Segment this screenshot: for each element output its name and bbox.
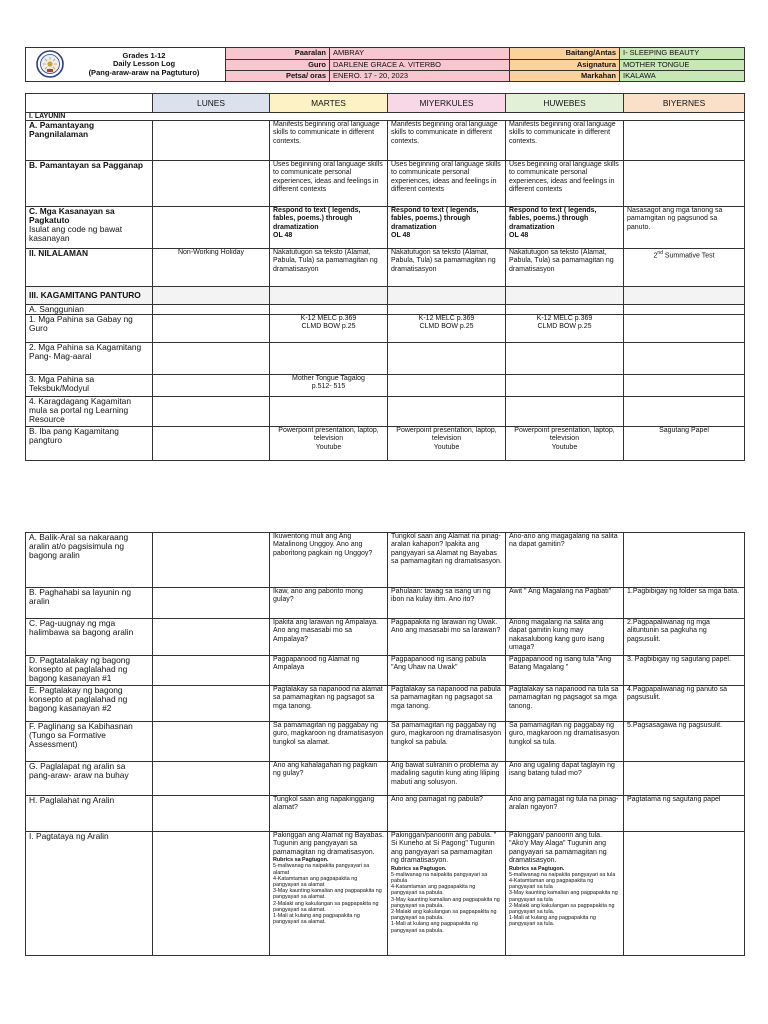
empty-cell bbox=[624, 121, 745, 161]
petsa-value: ENERO. 17 - 20, 2023 bbox=[330, 71, 510, 82]
gabay-label: 1. Mga Pahina sa Gabay ng Guro bbox=[26, 315, 153, 343]
pamantayang-martes: Manifests beginning oral language skills to communicate in different contexts. bbox=[270, 121, 388, 161]
iba-materials: Powerpoint presentation, laptop, television bbox=[514, 427, 615, 443]
pagtatalakay-1-biyernes: 3. Pagbibigay ng sagutang papel. bbox=[624, 656, 745, 686]
guro-value: DARLENE GRACE A. VITERBO bbox=[330, 60, 510, 71]
paglinang-biyernes: 5.Pagsasagawa ng pagsusulit. bbox=[624, 722, 745, 762]
iba-biyernes: Sagutang Papel bbox=[624, 427, 745, 461]
paghahabi-miyerkules: Pahulaan: tawag sa isang uri ng ibon na kulay itim. Ano ito? bbox=[388, 588, 506, 619]
empty-cell bbox=[153, 722, 270, 762]
kasanayan-text: Respond to text ( legends, fables, poems.) through dramatization bbox=[273, 207, 361, 231]
pamantayang-pangnilalaman-label: A. Pamantayang Pangnilalaman bbox=[26, 121, 153, 161]
nilalaman-huwebes: Nakatutugon sa teksto (Alamat, Pabula, Tula) sa pamamagitan ng dramatisasyon bbox=[506, 249, 624, 287]
iba-huwebes bbox=[506, 427, 624, 461]
empty-cell bbox=[270, 305, 388, 315]
kasanayan-biyernes: Nasasagot ang mga tanong sa pamamgitan ng pagsunod sa panuto. bbox=[624, 207, 745, 249]
paglalahat-label: H. Paglalahat ng Aralin bbox=[26, 796, 153, 832]
empty-cell bbox=[153, 588, 270, 619]
empty-cell bbox=[153, 656, 270, 686]
iba-youtube: Youtube bbox=[433, 443, 460, 451]
day-martes: MARTES bbox=[270, 94, 388, 113]
paglalahat-miyerkules: Ano ang pamagat ng pabula? bbox=[388, 796, 506, 832]
kasanayan-huwebes bbox=[506, 207, 624, 249]
asignatura-label: Asignatura bbox=[510, 60, 620, 71]
paglalapat-miyerkules: Ang bawat suliranin o problema ay madaling sagutin kung ating liliping mabuti ang solusyon. bbox=[388, 762, 506, 796]
empty-cell bbox=[153, 832, 270, 956]
nilalaman-biyernes bbox=[624, 249, 745, 287]
pagtataya-martes bbox=[270, 832, 388, 956]
empty-cell bbox=[153, 686, 270, 722]
empty-cell bbox=[153, 397, 270, 427]
pamantayan-pagganap-label: B. Pamantayan sa Pagganap bbox=[26, 161, 153, 207]
teksbuk-martes bbox=[270, 375, 388, 397]
teksbuk-label: 3. Mga Pahina sa Teksbuk/Modyul bbox=[26, 375, 153, 397]
asignatura-value: MOTHER TONGUE bbox=[620, 60, 745, 71]
empty-cell bbox=[624, 832, 745, 956]
iba-label: B. Iba pang Kagamitang pangturo bbox=[26, 427, 153, 461]
balik-aral-martes: Ikuwentong muli ang Ang Matalinong Unggoy. Ano ang paboritong pagkain ng Unggoy? bbox=[270, 533, 388, 588]
pagtalakay-2-miyerkules: Pagtalakay sa napanood na pabula sa pamamagitan ng pagsagot sa mga tanong. bbox=[388, 686, 506, 722]
empty-cell bbox=[270, 397, 388, 427]
empty-cell bbox=[506, 397, 624, 427]
petsa-label: Petsa/ oras bbox=[226, 71, 330, 82]
rubric-item: 4-Katamtaman ang pagpapakita ng pangyayari sa alamat bbox=[273, 875, 358, 889]
paglalapat-huwebes: Ano ang ugaling dapat taglayin ng isang batang tulad mo? bbox=[506, 762, 624, 796]
gabay-martes bbox=[270, 315, 388, 343]
title-line1: Grades 1-12 bbox=[122, 50, 166, 60]
gabay-huwebes bbox=[506, 315, 624, 343]
empty-cell bbox=[153, 287, 270, 305]
day-huwebes: HUWEBES bbox=[506, 94, 624, 113]
kasanayan-text: Respond to text ( legends, fables, poems.) through dramatization bbox=[509, 207, 597, 231]
pagtataya-label: I. Pagtataya ng Aralin bbox=[26, 832, 153, 956]
pagtatalakay-1-label: D. Pagtatalakay ng bagong konsepto at paglalahad ng bagong kasanayan #1 bbox=[26, 656, 153, 686]
teksbuk-pages: p.512- 515 bbox=[311, 383, 346, 391]
rubric-item: 3-May kaunting kamalian ang pagpapakita ng pangyayari sa alamat. bbox=[273, 888, 382, 901]
pagtalakay-2-label: E. Pagtalakay ng bagong konsepto at paglalahad ng bagong kasanayan #2 bbox=[26, 686, 153, 722]
rubric-item: 2-Malaki ang kakulangan sa pagpapakita ng pangyayari sa alamat. bbox=[273, 900, 379, 913]
rubric-item: 4-Katamtaman ang pagpapakita ng pangyayari sa pabula. bbox=[391, 884, 476, 897]
pagganap-martes: Uses beginning oral language skills to communicate personal experiences, ideas and feelings in different contexts bbox=[270, 161, 388, 207]
paghahabi-biyernes: 1.Pagbibigay ng folder sa mga bata. bbox=[624, 588, 745, 619]
iba-martes bbox=[270, 427, 388, 461]
paaralan-label: Paaralan bbox=[226, 48, 330, 60]
pag-uugnay-huwebes: Anong magalang na salita ang dapat gamitin kung may nakasalubong kang guro isang umaga? bbox=[506, 619, 624, 656]
pagtataya-huwebes bbox=[506, 832, 624, 956]
pagtalakay-2-martes: Pagtalakay sa napanood na alamat sa pamamagitan ng pagsagot sa mga tanong. bbox=[270, 686, 388, 722]
paglalahat-biyernes: Pagtatama ng sagutang papel bbox=[624, 796, 745, 832]
empty-cell bbox=[506, 343, 624, 375]
empty-cell bbox=[506, 287, 624, 305]
corner-cell bbox=[26, 94, 153, 113]
markahan-value: IKALAWA bbox=[620, 71, 745, 82]
pagtataya-instruction: Pakinggan/panoorin ang pabula. " Si Kuneho at Si Pagong" Tugunin ang pangyayari sa pamamagitan ng dramatisasyon. bbox=[391, 832, 497, 865]
empty-cell bbox=[624, 315, 745, 343]
empty-cell bbox=[388, 397, 506, 427]
rubric-item: 1-Mali at kulang ang pagpapakita ng pangyayari sa tula. bbox=[509, 915, 596, 928]
nilalaman-lunes: Non-Working Holiday bbox=[153, 249, 270, 287]
paghahabi-huwebes: Awit " Ang Magalang na Pagbati" bbox=[506, 588, 624, 619]
paglinang-miyerkules: Sa pamamagitan ng paggabay ng guro, magkaroon ng dramatisasyon tungkol sa pabula. bbox=[388, 722, 506, 762]
pagganap-huwebes: Uses beginning oral language skills to communicate personal experiences, ideas and feelings in different contexts bbox=[506, 161, 624, 207]
summative-text: Summative Test bbox=[662, 252, 715, 260]
kasanayan-code: OL 48 bbox=[391, 232, 411, 240]
baitang-label: Baitang/Antas bbox=[510, 48, 620, 60]
balik-aral-miyerkules: Tungkol saan ang Alamat na pinag-aralan kahapon? Ipakita ang pangyayari sa Alamat ng Bayabas sa pamamagitan ng dramatisasyon. bbox=[388, 533, 506, 588]
paghahabi-label: B. Paghahabi sa layunin ng aralin bbox=[26, 588, 153, 619]
layunin-heading: I. LAYUNIN bbox=[26, 113, 745, 121]
pagtatalakay-1-miyerkules: Pagpapanood ng isang pabula "Ang Uhaw na Uwak" bbox=[388, 656, 506, 686]
empty-cell bbox=[153, 533, 270, 588]
rubric-item: 2-Malaki ang kakulangan sa pagpapakita ng pangyayari sa tula. bbox=[509, 902, 615, 916]
paglalapat-martes: Ano ang kahalagahan ng pagkain ng gulay? bbox=[270, 762, 388, 796]
empty-cell bbox=[153, 796, 270, 832]
empty-cell bbox=[153, 427, 270, 461]
rubrics-title: Rubrics sa Pagtugon. bbox=[391, 865, 447, 872]
day-miyerkules: MIYERKULES bbox=[388, 94, 506, 113]
empty-cell bbox=[153, 315, 270, 343]
day-biyernes: BIYERNES bbox=[624, 94, 745, 113]
clmd-ref: CLMD BOW p.25 bbox=[301, 323, 356, 331]
kasanayan-miyerkules bbox=[388, 207, 506, 249]
kasanayan-martes bbox=[270, 207, 388, 249]
lesson-table-part2 bbox=[25, 532, 745, 956]
empty-cell bbox=[624, 343, 745, 375]
empty-cell bbox=[624, 762, 745, 796]
empty-cell bbox=[388, 343, 506, 375]
empty-cell bbox=[153, 207, 270, 249]
melc-ref: K-12 MELC p.369 bbox=[300, 315, 357, 322]
rubric-item: 4-Katamtaman ang pagpapakita ng pangyayari sa tula bbox=[509, 878, 594, 891]
paglinang-martes: Sa pamamagitan ng paggabay ng guro, magkaroon ng dramatisasyon tungkol sa alamat. bbox=[270, 722, 388, 762]
kasanayan-sub: Isulat ang code ng bawat kasanayan bbox=[29, 224, 123, 243]
empty-cell bbox=[270, 343, 388, 375]
kagamitan-label: III. KAGAMITANG PANTURO bbox=[26, 287, 153, 305]
pagtatalakay-1-huwebes: Pagpapanood ng isang tula "Ang Batang Magalang " bbox=[506, 656, 624, 686]
melc-ref: K-12 MELC p.369 bbox=[418, 315, 475, 322]
clmd-ref: CLMD BOW p.25 bbox=[537, 323, 592, 331]
rubric-item: 3-May kaunting kamalian ang pagpapakita ng pangyayari sa tula bbox=[509, 890, 618, 903]
pamantayang-miyerkules: Manifests beginning oral language skills to communicate in different contexts. bbox=[388, 121, 506, 161]
iba-materials: Powerpoint presentation, laptop, television bbox=[396, 427, 497, 443]
rubric-item: 1-Mali at kulang ang pagpapakita ng pangyayari sa alamat. bbox=[273, 913, 360, 926]
empty-cell bbox=[153, 375, 270, 397]
empty-cell bbox=[624, 305, 745, 315]
empty-cell bbox=[153, 762, 270, 796]
gabay-miyerkules bbox=[388, 315, 506, 343]
paglalahat-martes: Tungkol saan ang napakinggang alamat? bbox=[270, 796, 388, 832]
pagganap-miyerkules: Uses beginning oral language skills to communicate personal experiences, ideas and feelings in different contexts bbox=[388, 161, 506, 207]
empty-cell bbox=[153, 619, 270, 656]
baitang-value: I- SLEEPING BEAUTY bbox=[620, 48, 745, 60]
pagtataya-miyerkules bbox=[388, 832, 506, 956]
empty-cell bbox=[624, 161, 745, 207]
summative-sup: nd bbox=[657, 250, 663, 256]
kasanayan-code: OL 48 bbox=[273, 232, 293, 240]
clmd-ref: CLMD BOW p.25 bbox=[419, 323, 474, 331]
pag-uugnay-miyerkules: Pagpapakita ng larawan ng Uwak. Ano ang masasabi mo sa larawan? bbox=[388, 619, 506, 656]
empty-cell bbox=[506, 305, 624, 315]
empty-cell bbox=[388, 305, 506, 315]
paglalapat-label: G. Paglalapat ng aralin sa pang-araw- araw na buhay bbox=[26, 762, 153, 796]
sanggunian-label: A. Sanggunian bbox=[26, 305, 153, 315]
paglalahat-huwebes: Ano ang pamagat ng tula na pinag-aralan ngayon? bbox=[506, 796, 624, 832]
rubric-item: 5-maliwanag na naipakita pangyayari sa pabula bbox=[391, 871, 488, 885]
title-line2: Daily Lesson Log bbox=[112, 59, 176, 69]
summative-number: 2 bbox=[653, 252, 658, 260]
pag-uugnay-biyernes: 2.Pagpapaliwanag ng mga alituntunin sa pagkuha ng pagsusulit. bbox=[624, 619, 745, 656]
melc-ref: K-12 MELC p.369 bbox=[536, 315, 593, 322]
paglinang-huwebes: Sa pamamagitan ng paggabay ng guro, magkaroon ng dramatisasyon tungkol sa tula. bbox=[506, 722, 624, 762]
kagamitang-pang-label: 2. Mga Pahina sa Kagamitang Pang- Mag-aaral bbox=[26, 343, 153, 375]
kasanayan-label: C. Mga Kasanayan sa Pagkatuto bbox=[29, 206, 115, 225]
empty-cell bbox=[624, 533, 745, 588]
pagtalakay-2-huwebes: Pagtalakay sa napanood na tula sa pamamagitan ng pagsagot sa mga tanong. bbox=[506, 686, 624, 722]
rubrics-title: Rubrics sa Pagtugon. bbox=[509, 865, 565, 872]
pag-uugnay-label: C. Pag-uugnay ng mga halimbawa sa bagong aralin bbox=[26, 619, 153, 656]
pagtalakay-2-biyernes: 4.Pagpapaliwanag ng panuto sa pagsusulit. bbox=[624, 686, 745, 722]
guro-label: Guro bbox=[226, 60, 330, 71]
paglinang-label: F. Paglinang sa Kabihasnan (Tungo sa Formative Assessment) bbox=[26, 722, 153, 762]
rubric-item: 5-maliwanag na naipakita pangyayari sa alamat bbox=[273, 863, 370, 876]
empty-cell bbox=[624, 397, 745, 427]
rubric-item: 2-Malaki ang kakulangan sa pagpapakita ng pangyayari sa pabula. bbox=[391, 909, 497, 922]
balik-aral-label: A. Balik-Aral sa nakaraang aralin at/o pagsisimula ng bagong aralin bbox=[26, 533, 153, 588]
empty-cell bbox=[388, 287, 506, 305]
kasanayan-cell bbox=[26, 207, 153, 249]
empty-cell bbox=[388, 375, 506, 397]
rubrics-title: Rubrics sa Pagtugon. bbox=[273, 857, 329, 864]
kasanayan-code: OL 48 bbox=[509, 232, 529, 240]
markahan-label: Markahan bbox=[510, 71, 620, 82]
iba-miyerkules bbox=[388, 427, 506, 461]
pamantayang-huwebes: Manifests beginning oral language skills to communicate in different contexts. bbox=[506, 121, 624, 161]
paaralan-value: AMBRAY bbox=[330, 48, 510, 60]
lesson-table-part1 bbox=[25, 93, 745, 461]
karagdagan-label: 4. Karagdagang Kagamitan mula sa portal ng Learning Resource bbox=[26, 397, 153, 427]
pagtataya-instruction: Pakinggan/ panoorin ang tula. "Ako'y May Alaga" Tugunin ang pangyayari sa pamamagitan ng dramatisasyon. bbox=[509, 832, 607, 865]
balik-aral-huwebes: Ano-ano ang magagalang na salita na dapat gamitin? bbox=[506, 533, 624, 588]
rubric-item: 3-May kaunting kamalian ang pagpapakita ng pangyayari sa pabula. bbox=[391, 896, 500, 909]
iba-youtube: Youtube bbox=[315, 443, 342, 451]
iba-youtube: Youtube bbox=[551, 443, 578, 451]
day-lunes: LUNES bbox=[153, 94, 270, 113]
nilalaman-martes: Nakatutugon sa teksto (Alamat, Pabula, Tula) sa pamamagitan ng dramatisasyon bbox=[270, 249, 388, 287]
empty-cell bbox=[506, 375, 624, 397]
pagtataya-instruction: Pakinggan ang Alamat ng Bayabas. Tugunin ang pangyayari sa pamamagitan ng dramatisasyon. bbox=[273, 832, 384, 856]
nilalaman-miyerkules: Nakatutugon sa teksto (Alamat, Pabula, Tula) sa pamamagitan ng dramatisasyon bbox=[388, 249, 506, 287]
kasanayan-text: Respond to text ( legends, fables, poems.) through dramatization bbox=[391, 207, 479, 231]
empty-cell bbox=[153, 305, 270, 315]
teksbuk-title: Mother Tongue Tagalog bbox=[292, 375, 365, 382]
title-line3: (Pang-araw-araw na Pagtuturo) bbox=[88, 67, 200, 77]
empty-cell bbox=[153, 121, 270, 161]
pag-uugnay-martes: Ipakita ang larawan ng Ampalaya. Ano ang masasabi mo sa Ampalaya? bbox=[270, 619, 388, 656]
rubric-item: 5-maliwanag na naipakita pangyayari sa tula bbox=[509, 871, 616, 878]
rubric-item: 1-Mali at kulang ang pagpapakita ng pangyayari sa pabula. bbox=[391, 921, 478, 934]
paghahabi-martes: Ikaw, ano ang paborito mong gulay? bbox=[270, 588, 388, 619]
empty-cell bbox=[270, 287, 388, 305]
nilalaman-label: II. NILALAMAN bbox=[26, 249, 153, 287]
dll-title bbox=[26, 48, 226, 82]
empty-cell bbox=[624, 375, 745, 397]
empty-cell bbox=[153, 161, 270, 207]
empty-cell bbox=[624, 287, 745, 305]
iba-materials: Powerpoint presentation, laptop, television bbox=[278, 427, 379, 443]
header-table bbox=[25, 47, 745, 82]
pagtatalakay-1-martes: Pagpapanood ng Alamat ng Ampalaya bbox=[270, 656, 388, 686]
empty-cell bbox=[153, 343, 270, 375]
